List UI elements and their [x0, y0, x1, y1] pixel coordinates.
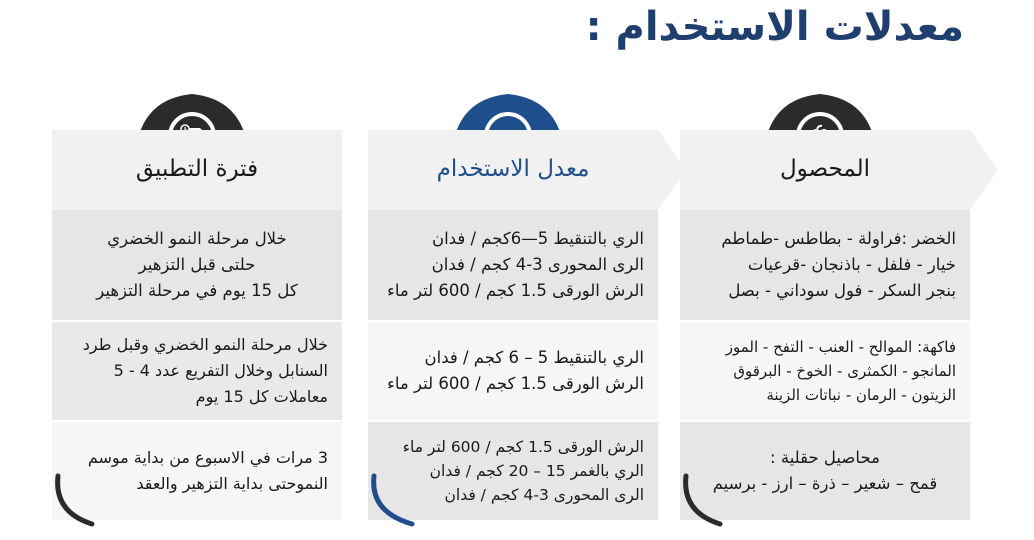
usage-rate-cell-1 [368, 210, 658, 320]
cell-line: السنابل وخلال التفريع عدد 4 - 5 [113, 361, 328, 380]
application-period-column [52, 80, 342, 520]
cell-line: الرش الورقى 1.5 كجم / 600 لتر ماء [387, 281, 644, 300]
usage-rate-column [368, 80, 658, 520]
cell-line: خيار - فلفل - باذنجان -قرعيات [747, 255, 956, 274]
application-period-header-label: فترة التطبيق [135, 156, 259, 182]
decorative-curve [52, 472, 112, 532]
cell-line: الرى المحورى 3-4 كجم / فدان [431, 255, 644, 274]
cell-line: قمح – شعير – ذرة – ارز - برسيم [712, 474, 938, 493]
cell-line: الري بالتنقيط 5 – 6 كجم / فدان [424, 348, 644, 367]
cell-line: الخضر :فراولة - بطاطس -طماطم [721, 229, 956, 248]
cell-line: 3 مرات في الاسبوع من بداية موسم [87, 448, 328, 467]
header-arrow [970, 130, 998, 210]
cell-line: معاملات كل 15 يوم [195, 387, 328, 406]
cell-line: الرى المحورى 3-4 كجم / فدان [444, 486, 644, 504]
crop-header-label: المحصول [779, 156, 871, 182]
cell-line: الرش الورقى 1.5 كجم / 600 لتر ماء [387, 374, 644, 393]
cell-line: الرش الورقى 1.5 كجم / 600 لتر ماء [402, 438, 644, 456]
decorative-curve [368, 472, 428, 532]
cell-line: المانجو - الكمثرى - الخوخ - البرقوق [733, 362, 956, 380]
crop-cell-1 [680, 210, 970, 320]
cell-line: بنجر السكر - فول سوداني - بصل [728, 281, 956, 300]
crop-header [680, 130, 970, 210]
usage-rate-cell-2 [368, 322, 658, 420]
cell-line: حلتى قبل التزهير [138, 255, 256, 274]
cell-line: الري بالغمر 15 – 20 كجم / فدان [429, 462, 644, 480]
page-title: معدلات الاستخدام : [585, 4, 964, 50]
application-period-header [52, 130, 342, 210]
cell-line: كل 15 يوم في مرحلة التزهير [96, 281, 298, 300]
crop-column [680, 80, 970, 520]
usage-rate-header [368, 130, 658, 210]
cell-line: الري بالتنقيط 5—6كجم / فدان [431, 229, 644, 248]
cell-line: خلال مرحلة النمو الخضري وقبل طرد [82, 335, 328, 354]
cell-line: محاصيل حقلية : [770, 448, 880, 467]
cell-line: فاكهة: الموالح - العنب - التفح - الموز [725, 338, 956, 356]
decorative-curve [680, 472, 740, 532]
cell-line: الزيتون - الرمان - نباتات الزينة [766, 386, 956, 404]
crop-cell-2 [680, 322, 970, 420]
header-arrow [658, 130, 686, 210]
application-period-cell-2 [52, 322, 342, 420]
application-period-cell-1 [52, 210, 342, 320]
usage-rate-header-label: معدل الاستخدام [436, 156, 590, 182]
cell-line: النموحتى بداية التزهير والعقد [136, 474, 328, 493]
cell-line: خلال مرحلة النمو الخضري [107, 229, 287, 248]
